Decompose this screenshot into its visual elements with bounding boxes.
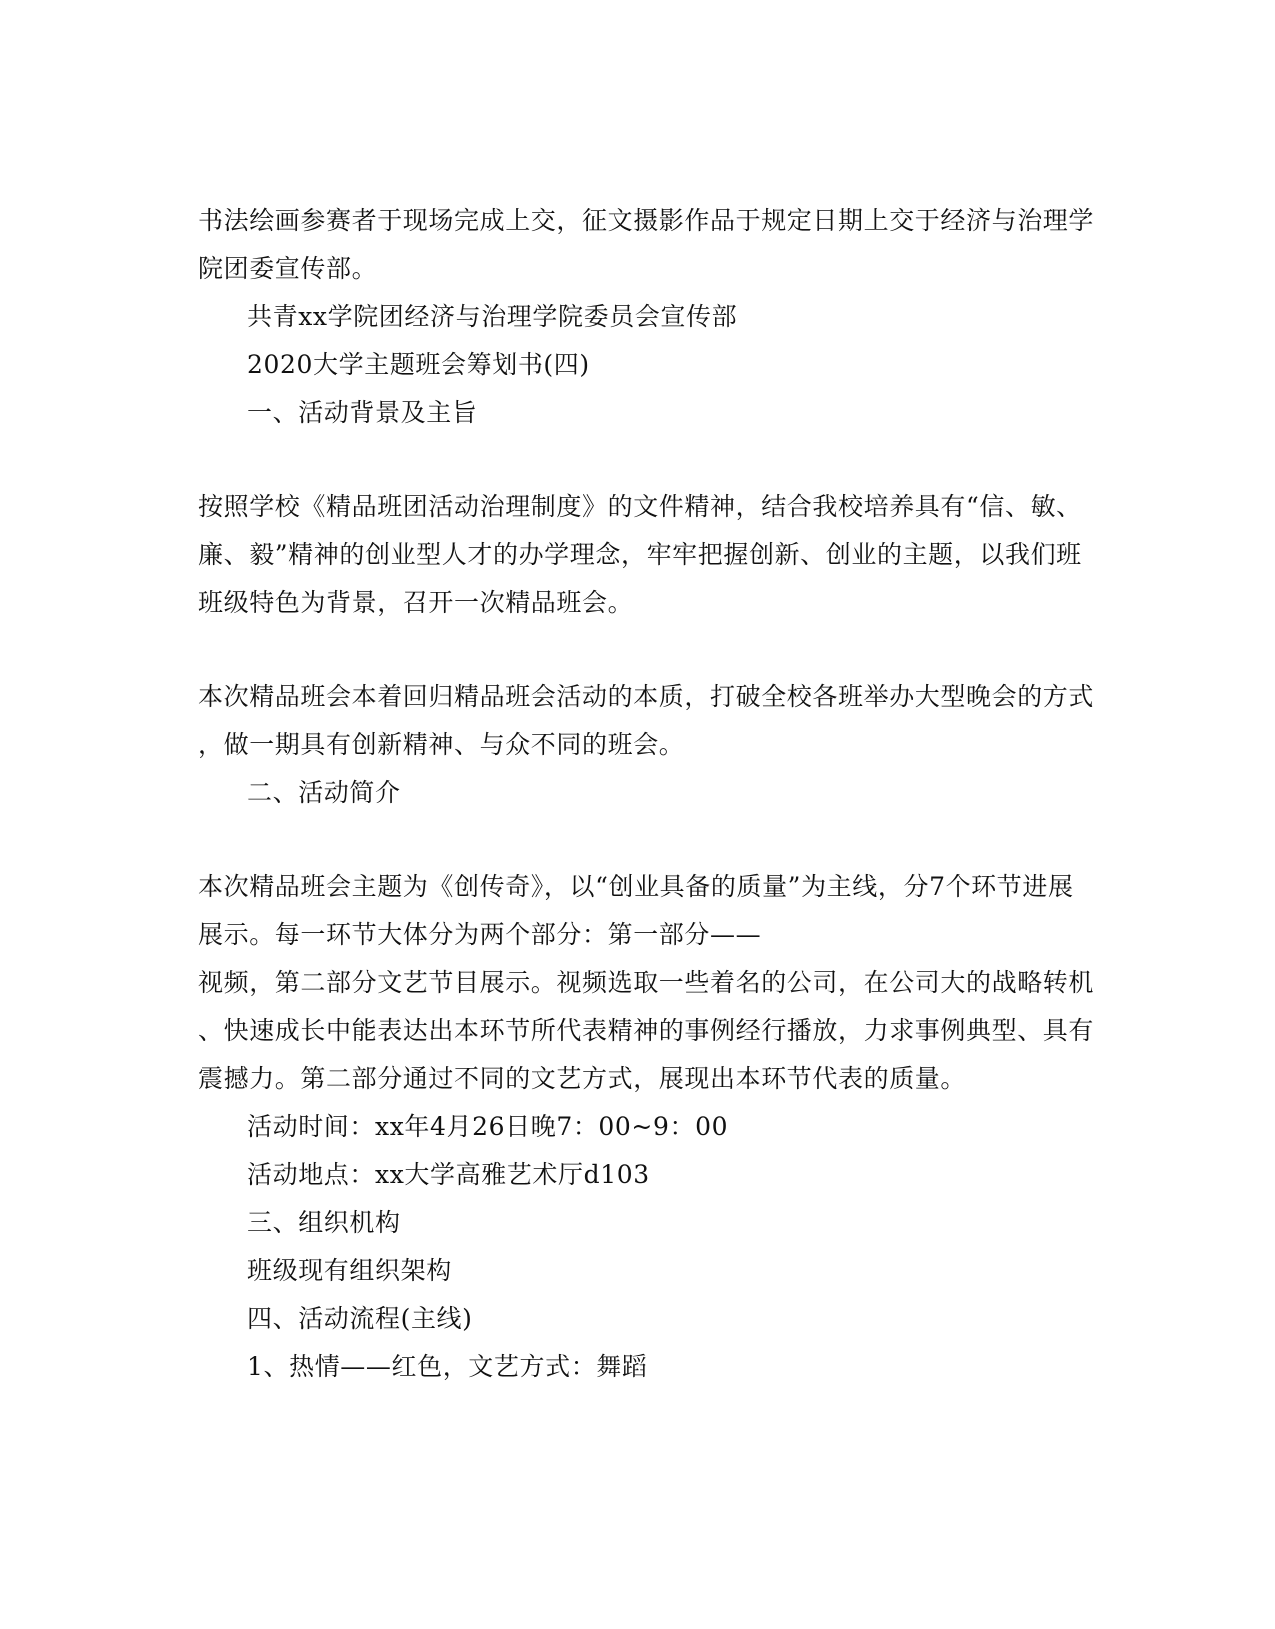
paragraph-line: 班级现有组织架构 (247, 1256, 452, 1285)
paragraph-line: 、快速成长中能表达出本环节所代表精神的事例经行播放，力求事例典型、具有 (198, 1016, 1095, 1045)
section-heading: 二、活动简介 (247, 778, 401, 807)
paragraph-line: ，做一期具有创新精神、与众不同的班会。 (198, 730, 685, 759)
paragraph-line: 本次精品班会主题为《创传奇》，以“创业具备的质量”为主线，分7个环节进展 (198, 872, 1074, 901)
section-heading: 三、组织机构 (247, 1208, 401, 1237)
list-item: 1、热情——红色，文艺方式：舞蹈 (247, 1352, 648, 1381)
paragraph-line: 震撼力。第二部分通过不同的文艺方式，展现出本环节代表的质量。 (198, 1064, 967, 1093)
paragraph-line: 本次精品班会本着回归精品班会活动的本质，打破全校各班举办大型晚会的方式 (198, 682, 1095, 711)
paragraph-line: 共青xx学院团经济与治理学院委员会宣传部 (247, 302, 738, 331)
paragraph-line: 活动地点：xx大学高雅艺术厅d103 (247, 1160, 650, 1189)
paragraph-line: 院团委宣传部。 (198, 254, 378, 283)
section-heading: 四、活动流程(主线) (247, 1304, 473, 1333)
document-title: 2020大学主题班会筹划书(四) (247, 350, 590, 379)
paragraph-line: 班级特色为背景，召开一次精品班会。 (198, 588, 634, 617)
paragraph-line: 展示。每一环节大体分为两个部分：第一部分—— (198, 920, 762, 949)
section-heading: 一、活动背景及主旨 (247, 398, 478, 427)
paragraph-line: 视频，第二部分文艺节目展示。视频选取一些着名的公司，在公司大的战略转机 (198, 968, 1095, 997)
paragraph-line: 廉、毅”精神的创业型人才的办学理念，牢牢把握创新、创业的主题，以我们班 (198, 540, 1082, 569)
paragraph-line: 活动时间：xx年4月26日晚7：00~9：00 (247, 1112, 729, 1141)
paragraph-line: 按照学校《精品班团活动治理制度》的文件精神，结合我校培养具有“信、敏、 (198, 492, 1082, 521)
paragraph-line: 书法绘画参赛者于现场完成上交，征文摄影作品于规定日期上交于经济与治理学 (198, 206, 1095, 235)
